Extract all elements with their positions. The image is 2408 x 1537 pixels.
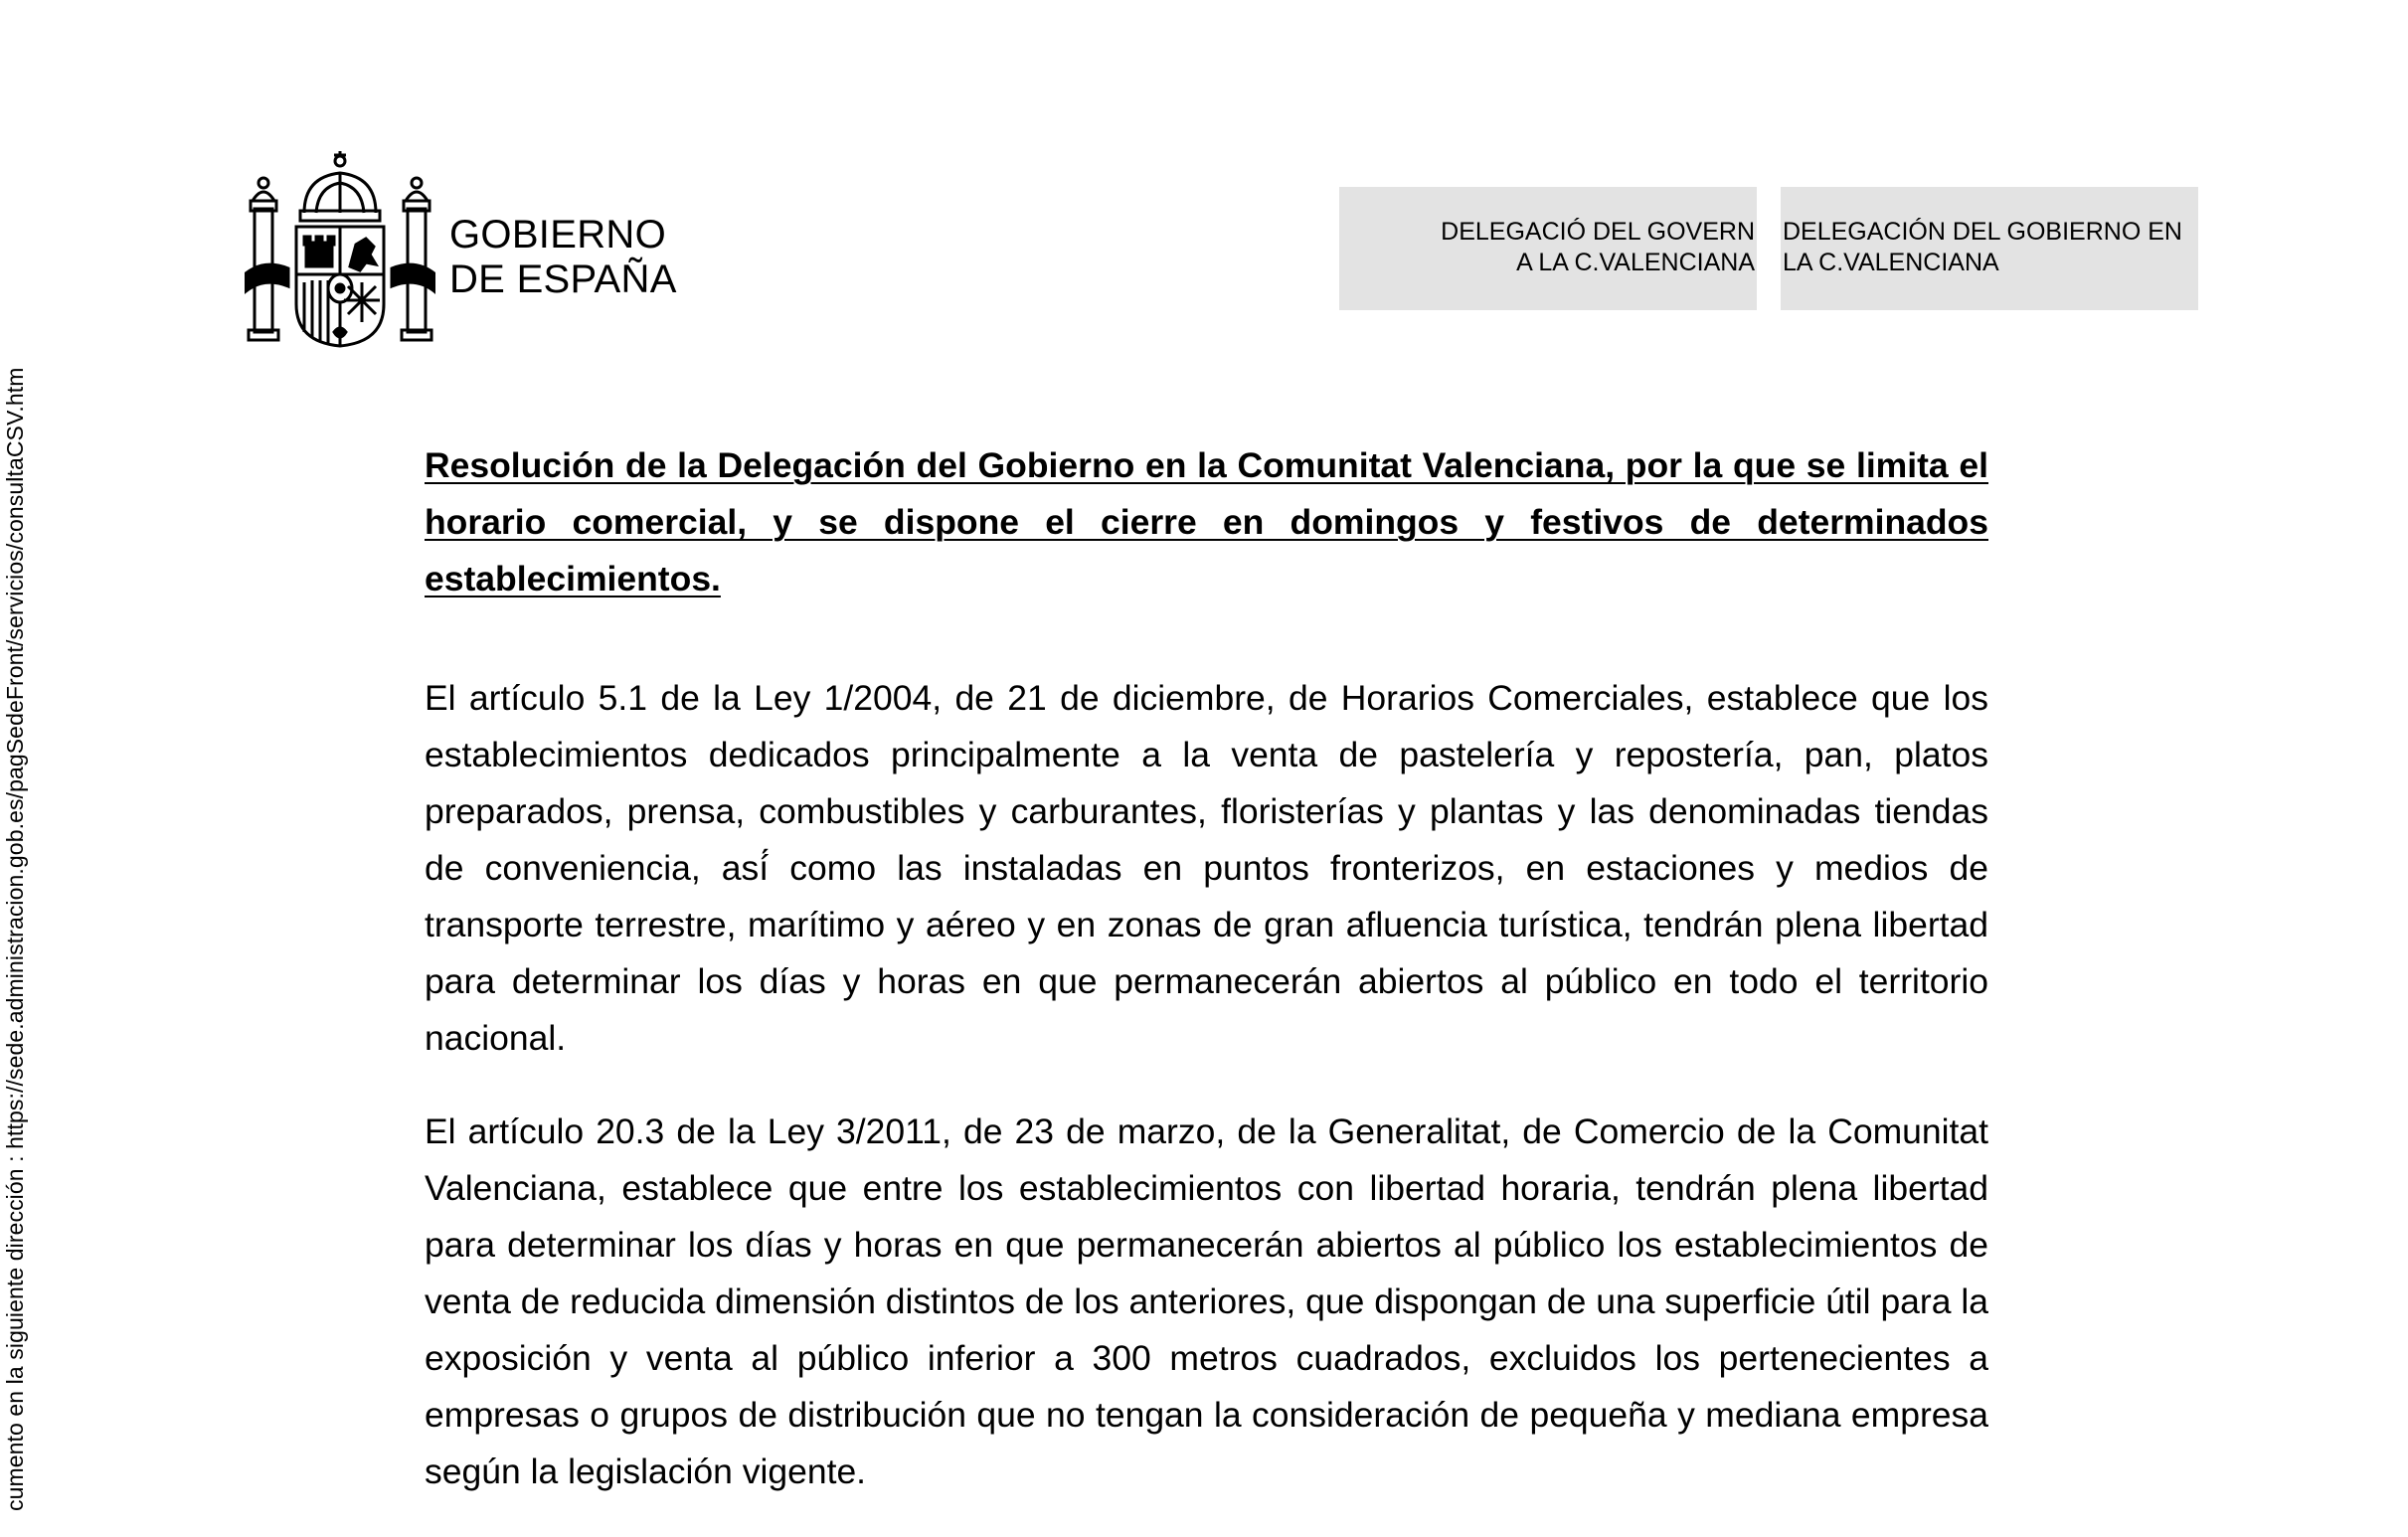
government-logo bbox=[245, 147, 692, 356]
delegation-header-valenciano bbox=[1339, 187, 1757, 310]
delegation-valenciano-line2: A LA C.VALENCIANA bbox=[1516, 249, 1755, 276]
government-name bbox=[449, 213, 677, 302]
document-body bbox=[425, 437, 1988, 1537]
paragraph-ley-1-2004: El artículo 5.1 de la Ley 1/2004, de 21 de diciembre, de Horarios Comerciales, establece que los establecimientos dedicados principalmente a la venta de pastelería y repostería, pan, platos preparados, prensa, combustibles y carburantes, floristerías y plantas y las denominadas tiendas de conveniencia, así́ como las instaladas en puntos fronterizos, en estaciones y medios de transporte terrestre, marítimo y aéreo y en zonas de gran afluencia turística, tendrán plena libertad para determinar los días y horas en que permanecerán abiertos al público en todo el territorio nacional. bbox=[425, 678, 1988, 1058]
government-name-line1: GOBIERNO bbox=[449, 213, 666, 256]
delegation-castellano-line2: LA C.VALENCIANA bbox=[1783, 249, 1999, 276]
delegation-header-castellano bbox=[1781, 187, 2198, 310]
document-title: Resolución de la Delegación del Gobierno en la Comunitat Valenciana, por la que se limita el horario comercial, y se dispone el cierre en domingos y festivos de determinados establecimientos. bbox=[425, 445, 1988, 598]
coat-of-arms-icon bbox=[245, 147, 435, 354]
delegation-valenciano-line1: DELEGACIÓ DEL GOVERN bbox=[1441, 218, 1755, 246]
paragraph-ley-3-2011: El artículo 20.3 de la Ley 3/2011, de 23 de marzo, de la Generalitat, de Comercio de la Comunitat Valenciana, establece que entre los establecimientos con libertad horaria, tendrán plena libertad para determinar los días y horas en que permanecerán abiertos al público los establecimientos de venta de reducida dimensión distintos de los anteriores, que dispongan de una superficie útil para la exposición y venta al público inferior a 300 metros cuadrados, excluidos los pertenecientes a empresas o grupos de distribución que no tengan la consideración de pequeña y mediana empresa según la legislación vigente. bbox=[425, 1111, 1988, 1491]
government-name-line2: DE ESPAÑA bbox=[449, 257, 677, 301]
csv-verification-note: cumento en la siguiente dirección : https://sede.administracion.gob.es/pagSedeFront/servicios/consultaCSV.htm bbox=[2, 367, 28, 1511]
delegation-castellano-line1: DELEGACIÓN DEL GOBIERNO EN bbox=[1783, 218, 2182, 246]
